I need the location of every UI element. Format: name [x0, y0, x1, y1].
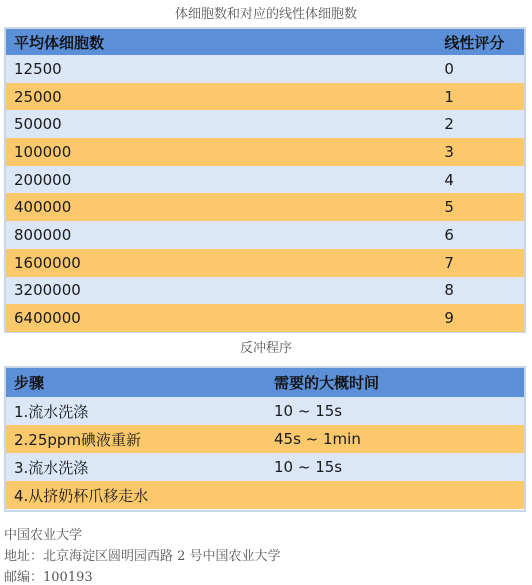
scc-value: 3200000: [14, 281, 81, 300]
linear-score-value: 5: [444, 198, 454, 217]
table-row: [6, 221, 524, 249]
scc-value: 1600000: [14, 253, 81, 272]
table-row: [6, 397, 524, 425]
table-row: [6, 166, 524, 194]
table2-title: 反冲程序: [239, 341, 292, 356]
linear-score-value: 4: [444, 170, 454, 189]
step-text: 1.流水洗涤: [14, 402, 89, 421]
linear-score-value: 2: [444, 115, 454, 134]
table-row: [6, 425, 524, 453]
table-row: [6, 83, 524, 111]
table-row: [6, 55, 524, 83]
scc-value: 800000: [14, 225, 72, 244]
step-text: 4.从挤奶杯爪移走水: [14, 486, 149, 505]
step-text: 2.25ppm碘液重新: [14, 430, 142, 449]
table-header-row: [6, 368, 524, 397]
column-header-avg-scc: 平均体细胞数: [14, 33, 105, 52]
scc-value: 12500: [14, 59, 62, 78]
linear-score-value: 6: [444, 225, 454, 244]
column-header-step: 步骤: [14, 374, 45, 392]
linear-score-value: 9: [444, 309, 454, 328]
footer-postcode: 邮编：100193: [4, 570, 93, 585]
table-row: [6, 277, 524, 305]
table-row: [6, 304, 524, 332]
linear-score-value: 3: [444, 142, 454, 161]
scc-value: 50000: [14, 115, 62, 134]
table-row: [6, 138, 524, 166]
table-row: [6, 453, 524, 481]
linear-score-value: 0: [444, 59, 454, 78]
table-row: [6, 481, 524, 509]
column-header-linear-score: 线性评分: [444, 33, 505, 52]
table1-title: 体细胞数和对应的线性体细胞数: [174, 7, 357, 22]
scc-value: 25000: [14, 87, 62, 106]
column-header-time: 需要的大概时间: [274, 374, 380, 392]
footer-organization: 中国农业大学: [4, 528, 83, 543]
table-header-row: [6, 29, 524, 55]
linear-score-value: 1: [444, 87, 454, 106]
time-text: 10 ~ 15s: [274, 458, 343, 476]
scc-value: 100000: [14, 142, 72, 161]
scc-value: 6400000: [14, 309, 81, 328]
table-row: [6, 193, 524, 221]
backflush-procedure-table: [4, 366, 526, 512]
scc-value: 400000: [14, 198, 72, 217]
table-row: [6, 249, 524, 277]
time-text: 45s ~ 1min: [274, 430, 361, 448]
step-text: 3.流水洗涤: [14, 458, 89, 477]
scc-linear-score-table: [4, 27, 526, 333]
time-text: 10 ~ 15s: [274, 402, 343, 420]
linear-score-value: 8: [444, 281, 454, 300]
footer-address: 地址：北京海淀区圆明园西路 2 号中国农业大学: [4, 549, 281, 564]
linear-score-value: 7: [444, 253, 454, 272]
scc-value: 200000: [14, 170, 72, 189]
table-row: [6, 110, 524, 138]
